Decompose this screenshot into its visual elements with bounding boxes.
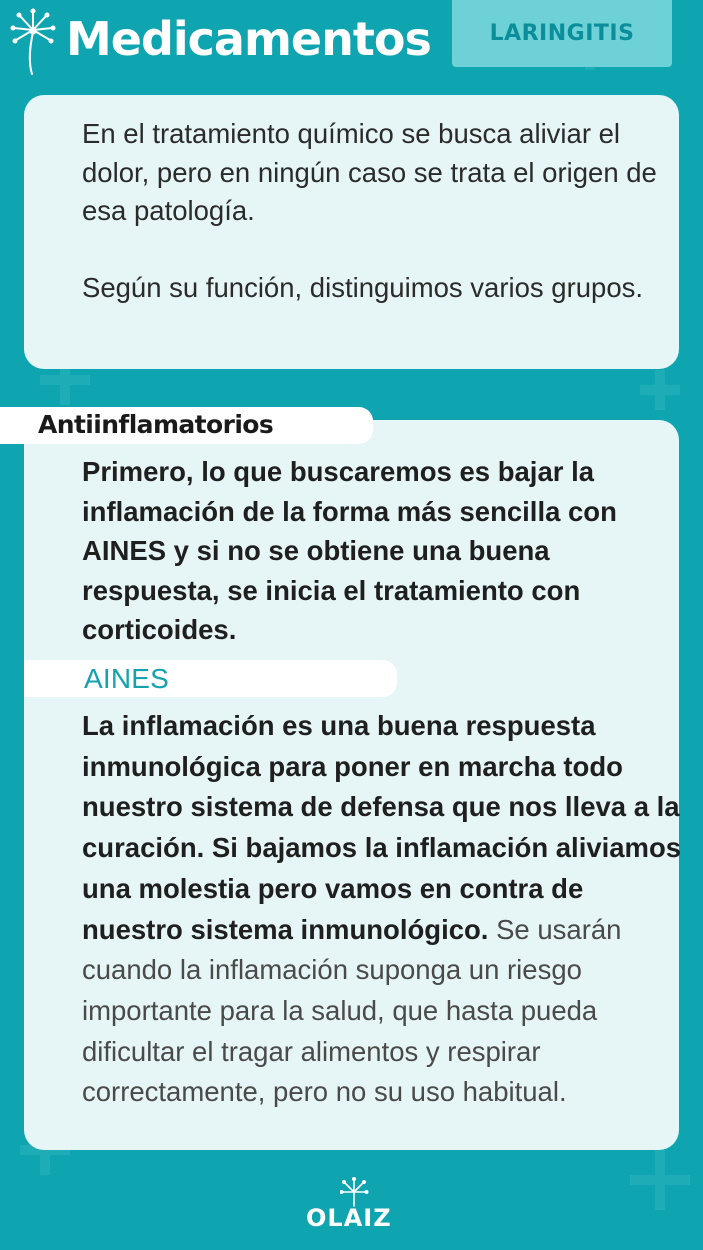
antiinflamatorios-paragraph: Primero, lo que buscaremos es bajar la inflamación de la forma más sencilla con AINES y si no se obtiene una buena respuesta, se inicia el tratamiento con corticoides. [82,456,617,645]
section-heading-antiinflamatorios [0,407,373,444]
aines-text-bold: La inflamación es una buena respuesta inmunológica para poner en marcha todo nuestro sistema de defensa que nos lleva a la curación. Si bajamos la inflamación aliviamos una molestia pero vamos en contra de nuestro sistema inmunológico. [82,710,682,945]
intro-text [82,115,672,307]
aines-text-regular: Se usarán cuando la inflamación suponga un riesgo importante para la salud, que hasta pueda dificultar el tragar alimentos y respirar correctamente, pero no su uso habitual. [82,913,622,1108]
intro-card [24,95,679,369]
page-title: Medicamentos [66,12,431,66]
brand-logo [300,1176,410,1236]
intro-paragraph-1: En el tratamiento químico se busca aliviar el dolor, pero en ningún caso se trata el origen de esa patología. [82,118,657,226]
header [0,0,703,82]
section-heading-label: AINES [84,663,170,694]
intro-paragraph-2: Según su función, distinguimos varios grupos. [82,271,644,303]
topic-badge: LARINGITIS [452,0,672,67]
aines-paragraph [82,706,682,1113]
section-heading-aines [24,660,397,697]
section-heading-label: Antiinflamatorios [38,410,274,439]
dandelion-icon [6,6,56,76]
brand-wordmark: OLAIZ [306,1204,392,1232]
